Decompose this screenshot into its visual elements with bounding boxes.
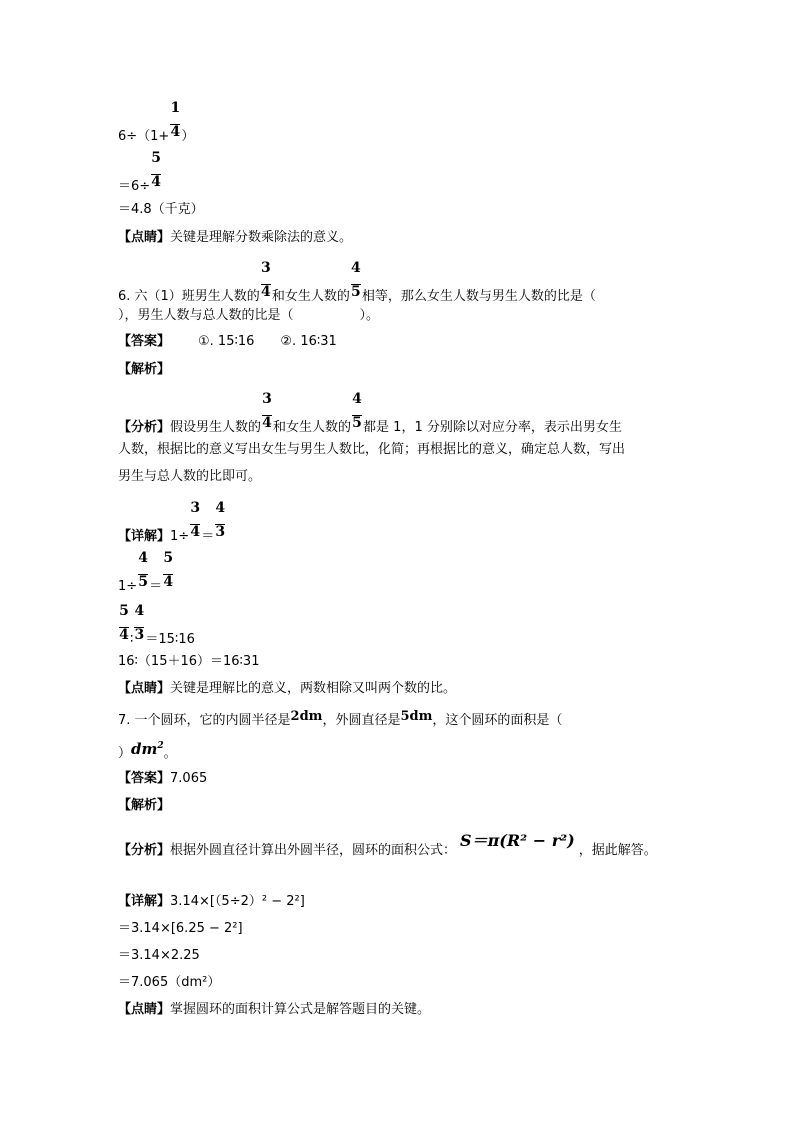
detail-6-line-3 [118, 603, 195, 648]
unit-sup: 2 [157, 741, 164, 751]
text: ＝6÷ [118, 179, 151, 194]
text: 1÷ [118, 579, 138, 594]
question-6-line-1 [118, 260, 596, 305]
question-7-line-1 [118, 709, 563, 729]
fraction [169, 100, 181, 140]
text: 16∶（15＋16）＝16∶31 [118, 654, 260, 669]
answer-6 [118, 334, 337, 350]
denominator: 4 [170, 124, 181, 140]
question-6-line-2 [118, 308, 379, 324]
text: ）。 [359, 308, 380, 323]
answer-1: ①. 15∶16 [198, 334, 255, 349]
fraction [133, 603, 145, 643]
numerator: 3 [190, 500, 201, 516]
denominator: 4 [262, 415, 272, 431]
unit-2dm: 2dm [290, 709, 323, 724]
text: ＝ [201, 529, 215, 544]
analysis-6-line-3 [118, 469, 261, 485]
text: 7. 一个圆环，它的内圆半径是 [118, 713, 291, 728]
tag-answer: 【答案】 [118, 771, 171, 786]
tag-detail: 【详解】 [118, 529, 171, 544]
detail-7-line-1 [118, 894, 305, 910]
numerator: 5 [119, 603, 129, 619]
analysis-7-header [118, 798, 170, 814]
detail-6-line-2 [118, 550, 174, 595]
answer-2: ②. 16∶31 [280, 334, 337, 349]
answer-7 [118, 771, 207, 787]
text: 。 [163, 746, 177, 761]
text: ） [118, 746, 132, 761]
text: 人数，根据比的意义写出女生与男生人数比，化简；再根据比的意义，确定总人数，写出 [118, 442, 626, 457]
tag-jiexi: 【解析】 [118, 798, 171, 813]
tag-fenxi: 【分析】 [118, 843, 171, 858]
denominator: 3 [215, 524, 226, 540]
text: 和女生人数的 [271, 289, 350, 304]
tag-answer: 【答案】 [118, 334, 171, 349]
denominator: 4 [260, 284, 271, 300]
denominator: 5 [350, 284, 361, 300]
tag-dianjing: 【点睛】 [118, 1002, 171, 1017]
text: ，外圆直径是 [322, 713, 401, 728]
calc-line-1 [118, 100, 195, 145]
numerator: 4 [134, 603, 145, 619]
text: ∶ [130, 632, 134, 647]
denominator: 3 [134, 627, 145, 643]
fraction [189, 500, 201, 540]
fraction [162, 550, 174, 590]
tag-dianjing: 【点睛】 [118, 681, 171, 696]
calc-line-2 [118, 150, 162, 195]
text: 关键是理解比的意义，两数相除又叫两个数的比。 [170, 681, 457, 696]
fraction [214, 500, 226, 540]
text: 6. 六（1）班男生人数的 [118, 289, 260, 304]
text: 根据外圆直径计算出外圆半径，圆环的面积公式： [170, 843, 457, 858]
detail-6-line-4 [118, 654, 259, 670]
numerator: 5 [163, 550, 174, 566]
text: ＝7.065（dm²） [118, 975, 221, 990]
text: ＝3.14×2.25 [118, 948, 200, 963]
text: ），男生人数与总人数的比是（ [118, 308, 294, 323]
question-7-line-2 [118, 740, 177, 762]
unit-text: dm [131, 740, 158, 758]
denominator: 4 [119, 627, 129, 643]
tag-dianjing: 【点睛】 [118, 230, 171, 245]
denominator: 5 [352, 415, 362, 431]
analysis-6-line-1 [118, 391, 622, 436]
text: 1÷ [170, 529, 190, 544]
tag-detail: 【详解】 [118, 894, 171, 909]
numerator: 4 [138, 550, 149, 566]
fraction [150, 150, 162, 190]
denominator: 4 [151, 174, 162, 190]
fraction [137, 550, 149, 590]
answer-value: 7.065 [170, 771, 208, 786]
denominator: 5 [138, 574, 149, 590]
fraction [351, 391, 363, 431]
text: ＝4.8（千克） [118, 202, 204, 217]
text: ） [181, 129, 195, 144]
fraction [260, 260, 272, 300]
text: ＝ [149, 579, 163, 594]
tip-6 [118, 681, 456, 697]
text: ，这个圆环的面积是（ [432, 713, 563, 728]
analysis-6-line-2 [118, 442, 625, 458]
tag-fenxi: 【分析】 [118, 420, 171, 435]
numerator: 1 [170, 100, 181, 116]
analysis-7 [118, 831, 657, 859]
fraction [118, 603, 130, 643]
tag-jiexi: 【解析】 [118, 362, 171, 377]
unit-dm2 [131, 740, 164, 758]
text: 相等，那么女生人数与男生人数的比是（ [361, 289, 596, 304]
detail-6-line-1 [118, 500, 226, 545]
denominator: 4 [190, 524, 201, 540]
text: ＝15∶16 [145, 632, 195, 647]
text: 关键是理解分数乘除法的意义。 [170, 230, 353, 245]
denominator: 4 [163, 574, 174, 590]
numerator: 4 [352, 391, 362, 407]
numerator: 4 [350, 260, 361, 276]
numerator: 3 [262, 391, 272, 407]
detail-7-line-3 [118, 948, 200, 964]
text: 都是 1，1 分别除以对应分率，表示出男女生 [363, 420, 622, 435]
fraction [350, 260, 362, 300]
tip-line [118, 230, 352, 246]
area-formula: S＝π(R² − r²) [460, 831, 575, 850]
tip-7 [118, 1002, 430, 1018]
detail-7-line-2 [118, 921, 243, 937]
text: 3.14×[（5÷2）² − 2²] [170, 894, 305, 909]
text: 假设男生人数的 [170, 420, 262, 435]
fraction [261, 391, 273, 431]
analysis-6-header [118, 362, 170, 378]
numerator: 4 [215, 500, 226, 516]
numerator: 5 [151, 150, 162, 166]
calc-line-3 [118, 202, 204, 218]
text: 男生与总人数的比即可。 [118, 469, 262, 484]
text: ，据此解答。 [578, 843, 657, 858]
text: ＝3.14×[6.25 − 2²] [118, 921, 243, 936]
unit-5dm: 5dm [400, 709, 433, 724]
text: 6÷（1+ [118, 129, 170, 144]
text: 掌握圆环的面积计算公式是解答题目的关键。 [170, 1002, 431, 1017]
text: 和女生人数的 [273, 420, 352, 435]
detail-7-line-4 [118, 975, 220, 991]
numerator: 3 [260, 260, 271, 276]
